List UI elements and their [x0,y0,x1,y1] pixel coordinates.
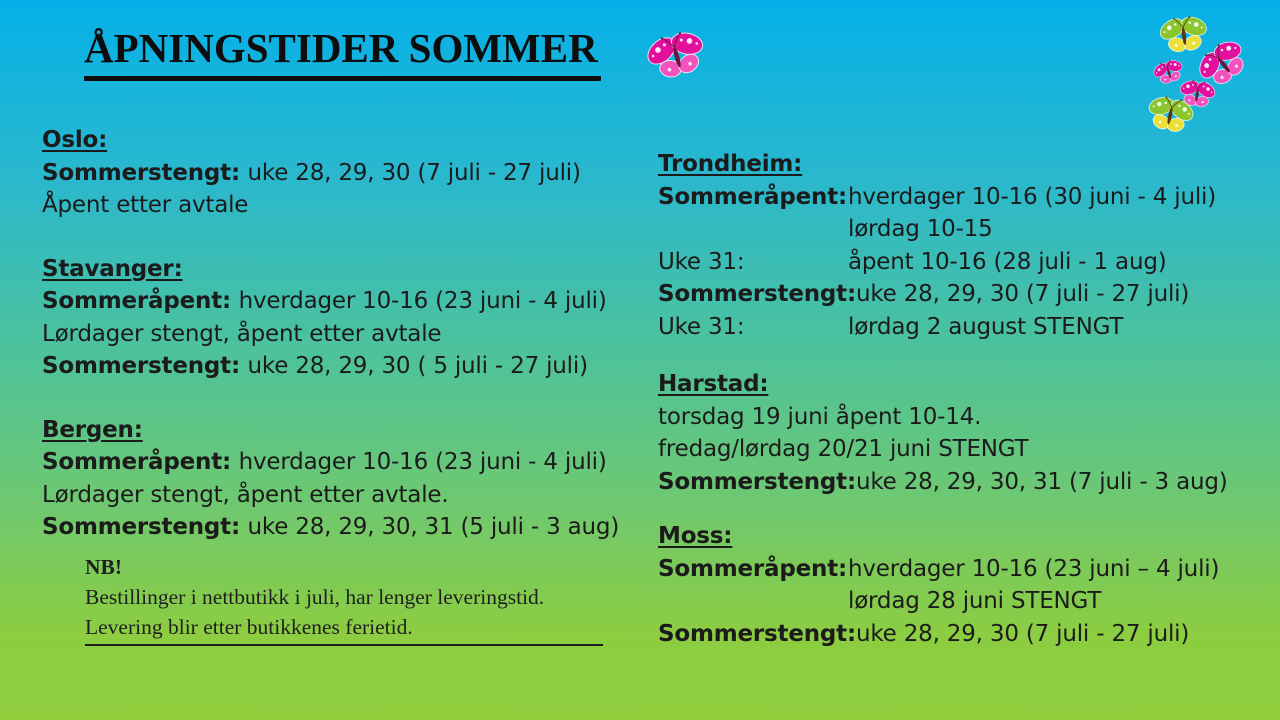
city-heading-moss: Moss: [658,523,733,549]
schedule-text: Lørdager stengt, åpent etter avtale. [42,481,449,508]
section-moss [658,520,1263,650]
schedule-label: Sommerstengt: [658,281,856,307]
schedule-label: Sommerstengt: [42,353,240,379]
schedule-row [658,213,1263,246]
schedule-row [658,553,1263,586]
note-line-underlined: Levering blir etter butikkenes ferietid. [85,615,413,639]
schedule-line [42,285,632,318]
city-heading-harstad: Harstad: [658,371,769,397]
butterfly-icon [1139,88,1201,144]
schedule-value: åpent 10-16 (28 juli - 1 aug) [848,248,1167,275]
schedule-text: uke 28, 29, 30 ( 5 juli - 27 juli) [247,353,588,379]
schedule-value: uke 28, 29, 30, 31 (7 juli - 3 aug) [855,468,1228,495]
page-title: ÅPNINGSTIDER SOMMER [84,25,598,71]
note-line: Bestillinger i nettbutikk i juli, har lenger leveringstid. [85,585,545,609]
schedule-line [42,157,632,190]
schedule-label: Sommeråpent: [42,288,231,314]
schedule-line [42,189,632,222]
schedule-text: Åpent etter avtale [42,192,249,218]
schedule-label: Sommeråpent: [658,183,847,210]
note-heading: NB! [85,555,123,579]
schedule-text: uke 28, 29, 30, 31 (5 juli - 3 aug) [247,514,620,540]
city-heading-trondheim: Trondheim: [658,151,803,177]
schedule-row [658,311,1263,344]
schedule-label [658,213,848,246]
schedule-row [658,585,1263,618]
schedule-label [658,585,848,618]
title-underline [84,76,601,81]
section-bergen [42,414,632,544]
schedule-line [42,318,632,351]
section-oslo [42,124,632,222]
schedule-text: hverdager 10-16 (23 juni - 4 juli) [238,449,607,475]
city-heading-oslo: Oslo: [42,127,108,153]
schedule-value: hverdager 10-16 (23 juni – 4 juli) [848,555,1220,582]
schedule-label: Uke 31: [658,248,745,275]
schedule-row [658,278,1263,311]
butterfly-icon [637,20,716,94]
schedule-value: lørdag 28 juni STENGT [848,588,1102,614]
schedule-row [658,181,1263,214]
note-block [85,552,603,646]
schedule-value: lørdag 2 august STENGT [848,313,1124,340]
schedule-label: Sommerstengt: [42,159,240,186]
title-block [84,24,601,81]
schedule-label: Sommeråpent: [42,449,231,475]
schedule-label: Sommerstengt: [42,514,240,540]
schedule-text: hverdager 10-16 (23 juni - 4 juli) [238,288,607,314]
schedule-text: Lørdager stengt, åpent etter avtale [42,320,442,347]
schedule-row [658,466,1263,499]
schedule-row [658,618,1263,651]
section-trondheim [658,148,1263,343]
schedule-label: Sommerstengt: [658,620,856,647]
schedule-label: Sommerstengt: [658,468,856,495]
schedule-line [42,446,632,479]
city-heading-bergen: Bergen: [42,416,143,443]
schedule-value: lørdag 10-15 [848,216,993,242]
schedule-row: torsdag 19 juni åpent 10-14. [658,403,982,430]
right-column [658,148,1263,650]
schedule-label: Uke 31: [658,313,745,340]
schedule-line [42,479,632,512]
schedule-value: hverdager 10-16 (30 juni - 4 juli) [848,183,1217,210]
section-stavanger [42,253,632,383]
schedule-label: Sommeråpent: [658,555,847,582]
city-heading-stavanger: Stavanger: [42,255,183,282]
schedule-row [658,246,1263,279]
schedule-value: uke 28, 29, 30 (7 juli - 27 juli) [855,281,1190,307]
left-column [42,124,632,575]
schedule-line [42,350,632,383]
schedule-row: fredag/lørdag 20/21 juni STENGT [658,436,1029,462]
schedule-line [42,511,632,544]
section-harstad [658,368,1263,498]
schedule-text: uke 28, 29, 30 (7 juli - 27 juli) [247,159,581,186]
schedule-value: uke 28, 29, 30 (7 juli - 27 juli) [855,620,1190,647]
